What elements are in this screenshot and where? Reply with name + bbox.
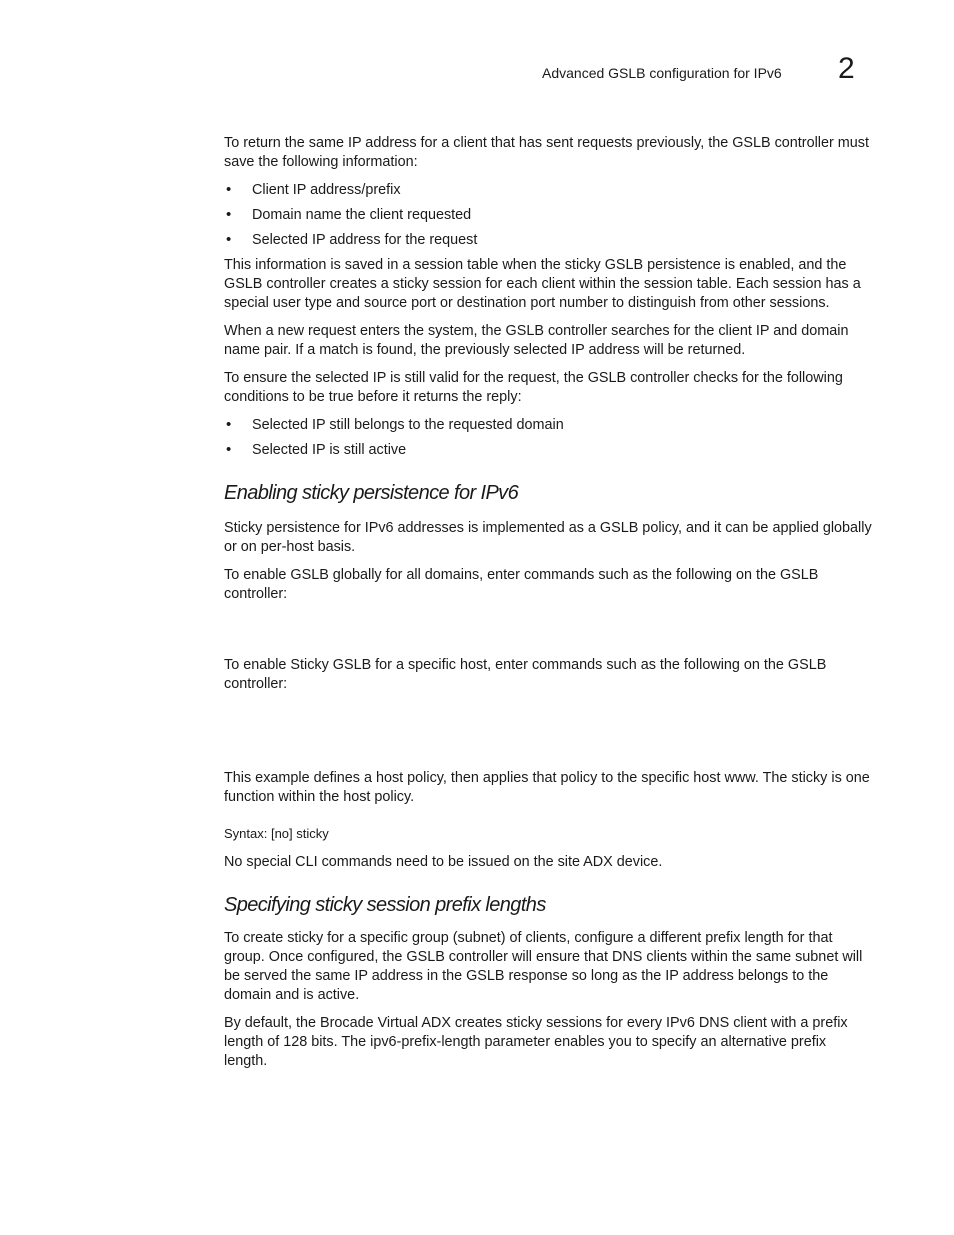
section-heading-prefix-lengths: Specifying sticky session prefix lengths [224, 894, 546, 916]
bullet-icon: • [226, 231, 232, 248]
section1-example-paragraph: This example defines a host policy, then applies that policy to the specific host www. The sticky is one function within the host policy. [224, 770, 870, 805]
saved-info-list [224, 181, 872, 250]
list-item: • Domain name the client requested [226, 206, 472, 223]
bullet-icon: • [226, 441, 232, 458]
list-item: • Selected IP is still active [226, 441, 407, 458]
list-item: • Selected IP address for the request [226, 231, 478, 248]
syntax-line: Syntax: [no] sticky [224, 826, 329, 841]
validity-paragraph: To ensure the selected IP is still valid for the request, the GSLB controller checks for the following conditions to be true before it returns the reply: [224, 370, 843, 405]
section2-default-paragraph: By default, the Brocade Virtual ADX creates sticky sessions for every IPv6 DNS client with a prefix length of 128 bits. The ipv6-prefix-length parameter enables you to specify an alternative prefix length. [224, 1015, 848, 1069]
chapter-number: 2 [838, 52, 855, 85]
section1-global-paragraph: To enable GSLB globally for all domains, enter commands such as the following on the GSLB controller: [224, 567, 819, 602]
section2-paragraph: To create sticky for a specific group (subnet) of clients, configure a different prefix length for that group. Once configured, the GSLB controller will ensure that DNS clients within the same subnet will be served the same IP address in the GSLB response so long as the IP address belongs to the domain and is active. [224, 930, 863, 1003]
running-title: Advanced GSLB configuration for IPv6 [542, 65, 782, 81]
new-request-paragraph: When a new request enters the system, the GSLB controller searches for the client IP and domain name pair. If a match is found, the previously selected IP address will be returned. [224, 323, 849, 358]
bullet-icon: • [226, 206, 232, 223]
bullet-icon: • [226, 181, 232, 198]
list-item: • Selected IP still belongs to the requested domain [226, 416, 564, 433]
intro-paragraph: To return the same IP address for a client that has sent requests previously, the GSLB controller must save the following information: [224, 135, 869, 170]
section1-paragraph: Sticky persistence for IPv6 addresses is implemented as a GSLB policy, and it can be applied globally or on per-host basis. [224, 520, 872, 555]
section-heading-enabling-sticky: Enabling sticky persistence for IPv6 [224, 482, 519, 504]
section1-host-paragraph: To enable Sticky GSLB for a specific host, enter commands such as the following on the GSLB controller: [224, 657, 827, 692]
list-item: • Client IP address/prefix [226, 181, 401, 198]
section1-site-paragraph: No special CLI commands need to be issued on the site ADX device. [224, 854, 663, 870]
bullet-icon: • [226, 416, 232, 433]
session-table-paragraph: This information is saved in a session table when the sticky GSLB persistence is enabled, and the GSLB controller creates a sticky session for each client within the session table. Each session has a special user type and source port or destination port number to distinguish from other sessions. [224, 257, 861, 311]
page-body [224, 134, 872, 1080]
conditions-list [224, 416, 872, 460]
